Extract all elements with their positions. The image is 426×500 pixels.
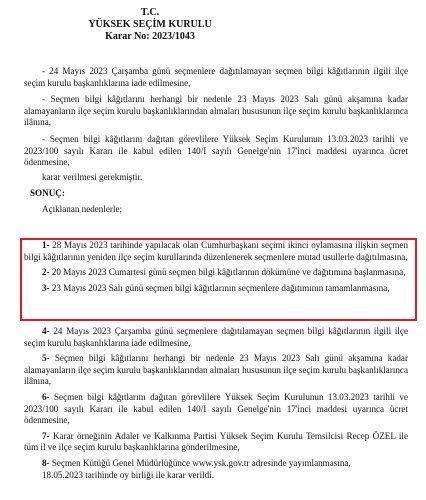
list-item bbox=[24, 392, 408, 427]
document-header bbox=[0, 7, 300, 43]
section-heading-result: SONUÇ: bbox=[30, 188, 65, 199]
item-text: 24 Mayıs 2023 Çarşamba günü seçmenlere dağıtılamayan seçmen bilgi kâğıtlarının ilgili ilçe seçim kurulu başkanlıklarına iade edilmesine, bbox=[24, 326, 408, 348]
document-body-top bbox=[24, 66, 408, 221]
list-item bbox=[24, 267, 408, 279]
item-number: 4- bbox=[42, 326, 50, 336]
item-text: Seçmen Kütüğü Genel Müdürlüğünce www.ysk.gov.tr adresinde yayımlanmasına, bbox=[49, 457, 351, 468]
item-text: 20 Mayıs 2023 Cumartesi günü seçmen bilgi kâğıtlarının dökümüne ve dağıtımına başlanmasına, bbox=[49, 267, 406, 278]
item-number: 5- bbox=[42, 353, 50, 364]
list-item bbox=[24, 240, 408, 263]
item-number: 7- bbox=[42, 430, 50, 441]
paragraph-reasons: Açıklanan nedenlerle; bbox=[42, 203, 123, 214]
item-text: Seçmen bilgi kâğıtlarını herhangi bir nedenle 23 Mayıs 2023 Salı günü akşamına kadar alamayanların ilçe seçim kurulu başkanlıklarından almaları hususunun ilçe seçim kurulu başkanlıklarınca ilânına, bbox=[24, 353, 408, 387]
paragraph-payment: - Seçmen bilgi kâğıtlarını dağıtan görevlilere Yüksek Seçim Kurulunun 13.03.2023 tarihli ve 2023/100 sayılı Kararı ile kabul edilen 140/I sayılı Genelge'nin 17'inci maddesi uyarınca ücret ödenmesine, bbox=[24, 133, 408, 168]
paragraph-collect-cards: - Seçmen bilgi kâğıtlarını herhangi bir nedenle 23 Mayıs 2023 Salı günü akşamına kadar alamayanların ilçe seçim kurulu başkanlıklarından almaları hususunun ilçe seçim kurulu başkanlıklarınca ilânına, bbox=[24, 94, 408, 128]
item-number: 3- bbox=[42, 282, 50, 293]
list-item bbox=[24, 326, 408, 349]
header-decision-number: Karar No: 2023/1043 bbox=[105, 31, 195, 42]
list-item bbox=[24, 283, 408, 295]
list-item bbox=[24, 353, 408, 388]
highlighted-items bbox=[24, 240, 408, 298]
item-number: 2- bbox=[42, 267, 50, 278]
header-institution: YÜKSEK SEÇİM KURULU bbox=[88, 19, 212, 30]
list-item bbox=[24, 458, 408, 470]
paragraph-return-cards: - 24 Mayıs 2023 Çarşamba günü seçmenlere dağıtılamayan seçmen bilgi kâğıtlarının ilgili ilçe seçim kurulu başkanlıklarına iade edilmesine, bbox=[24, 66, 408, 88]
item-text: 23 Mayıs 2023 Salı günü seçmen bilgi kâğıtlarının seçmenlere dağıtımının tamamlanmasına, bbox=[49, 282, 390, 293]
header-country: T.C. bbox=[140, 7, 160, 18]
document-body-bottom bbox=[24, 326, 408, 485]
item-text: Seçmen bilgi kâğıtlarını dağıtan görevlilere Yüksek Seçim Kurulunun 13.03.2023 tarihli ve 2023/100 sayılı Kararı ile kabul edilen 140/I sayılı Genelge'nin 17'inci maddesi uyarınca ücret ödenmesine, bbox=[24, 391, 408, 426]
paragraph-decision-needed: karar verilmesi gerekmiştir. bbox=[42, 171, 143, 182]
item-number: 1- bbox=[42, 240, 50, 250]
closing-line: 18.05.2023 tarihinde oy birliği ile karar verildi. bbox=[42, 469, 214, 480]
item-number: 8- bbox=[42, 457, 50, 468]
list-item bbox=[24, 431, 408, 454]
item-text: 28 Mayıs 2023 tarihinde yapılacak olan Cumhurbaşkanı seçimi ikinci oylamasına ilişkin seçmen bilgi kâğıtlarının yeniden ilçe seçim kurullarında düzenlenerek seçmenlere mutad usullerle dağıtılmasına, bbox=[24, 240, 408, 262]
item-text: Karar örneğinin Adalet ve Kalkınma Partisi Yüksek Seçim Kurulu Temsilcisi Recep ÖZEL ile tüm il ve ilçe seçim kurulu başkanlıklarına gönderilmesine, bbox=[24, 430, 408, 453]
item-number: 6- bbox=[42, 391, 50, 402]
